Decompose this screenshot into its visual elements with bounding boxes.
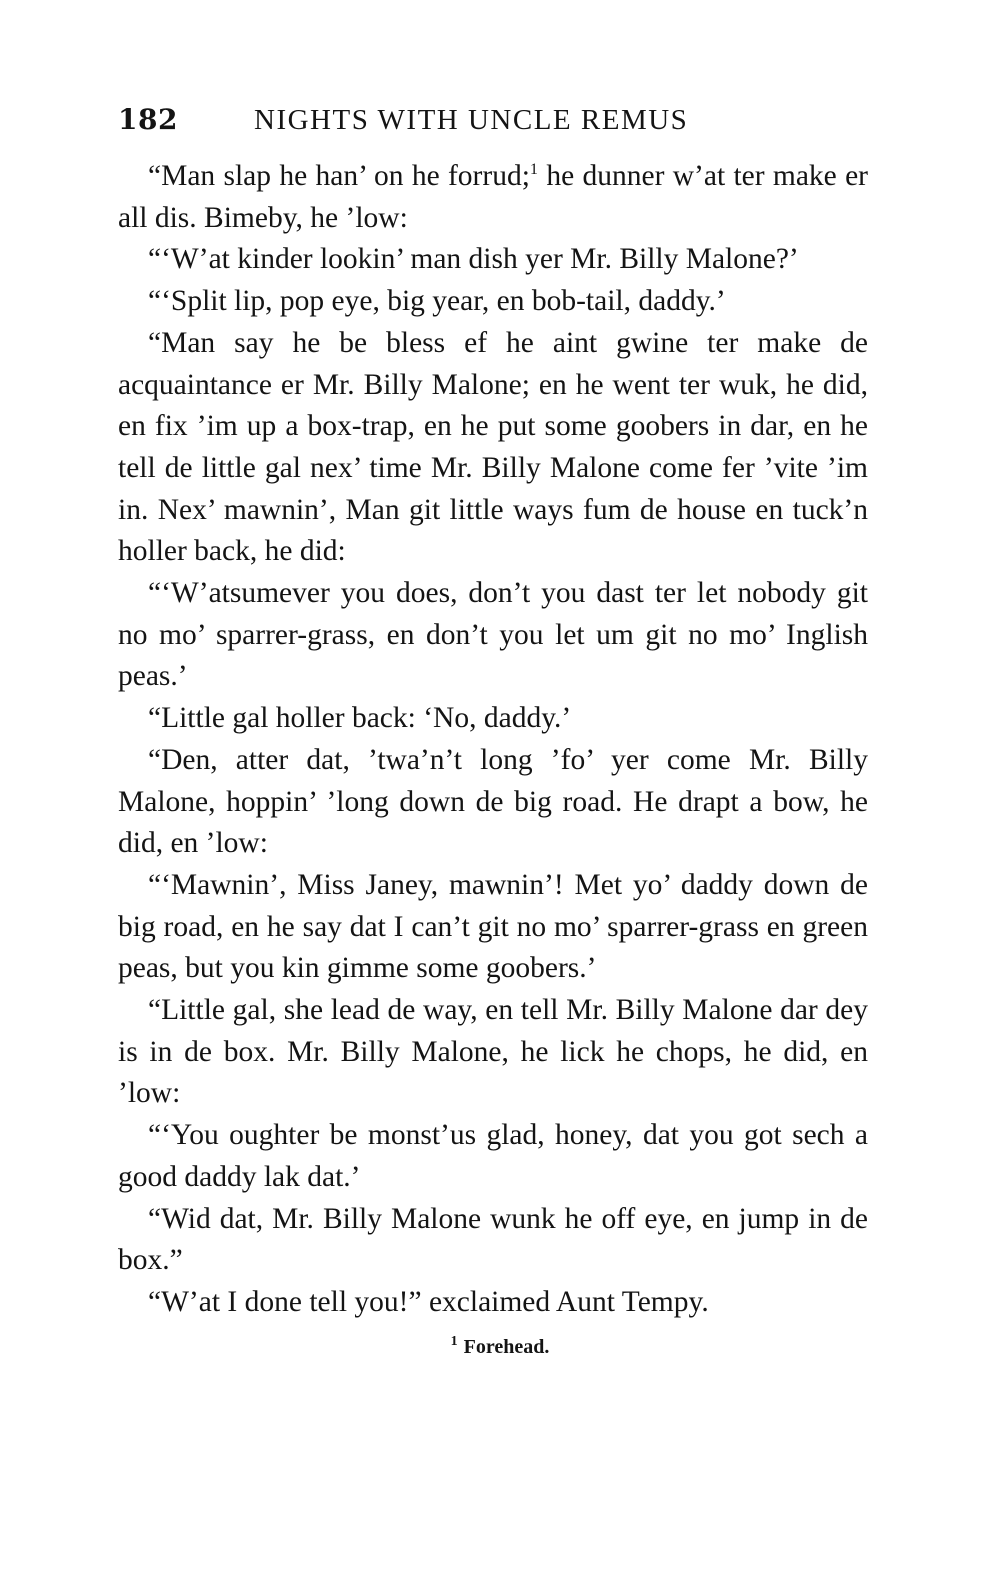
paragraph: “‘Mawnin’, Miss Janey, mawnin’! Met yo’ daddy down de big road, en he say dat I can’t git no mo’ sparrer-grass en green peas, but you kin gimme some goobers.’	[118, 868, 868, 985]
paragraph: “Den, atter dat, ’twa’n’t long ’fo’ yer come Mr. Billy Malone, hoppin’ ’long down de big road. He drapt a bow, he did, en ’low:	[118, 743, 868, 860]
paragraph: “‘Split lip, pop eye, big year, en bob-tail, daddy.’	[148, 285, 726, 318]
paragraph: “Little gal, she lead de way, en tell Mr. Billy Malone dar dey is in de box. Mr. Billy Malone, he lick he chops, he did, en ’low:	[118, 994, 868, 1110]
footnote-text: Forehead.	[463, 1336, 550, 1358]
page-number: 182	[118, 103, 178, 136]
running-head	[118, 98, 878, 142]
body-text	[118, 156, 868, 1324]
footnote-marker: 1	[450, 1334, 458, 1350]
paragraph-text: “Man slap he han’ on he forrud;	[148, 160, 530, 192]
paragraph: “Wid dat, Mr. Billy Malone wunk he off eye, en jump in de box.”	[118, 1202, 868, 1277]
paragraph: “‘W’atsumever you does, don’t you dast ter let nobody git no mo’ sparrer-grass, en don’t you let um git no mo’ Inglish peas.’	[118, 577, 868, 693]
footnote	[0, 1332, 1000, 1362]
paragraph	[118, 156, 868, 239]
book-title: NIGHTS WITH UNCLE REMUS	[254, 104, 689, 136]
footnote-reference: 1	[529, 160, 539, 179]
paragraph: “Man say he be bless ef he aint gwine ter make de acquaintance er Mr. Billy Malone; en he went ter wuk, he did, en fix ’im up a box-trap, en he put some goobers in dar, en he tell de little gal nex’ time Mr. Billy Malone come fer ’vite ’im in. Nex’ mawnin’, Man git little ways fum de house en tuck’n holler back, he did:	[118, 326, 868, 568]
paragraph: “‘You oughter be monst’us glad, honey, dat you got sech a good daddy lak dat.’	[118, 1119, 868, 1193]
paragraph: “Little gal holler back: ‘No, daddy.’	[148, 702, 572, 735]
paragraph: “W’at I done tell you!” exclaimed Aunt Tempy.	[148, 1285, 709, 1318]
paragraph-text: he dunner w’at ter make er all dis. Bimeby, he ’low:	[118, 160, 868, 234]
paragraph: “‘W’at kinder lookin’ man dish yer Mr. Billy Malone?’	[148, 243, 799, 276]
